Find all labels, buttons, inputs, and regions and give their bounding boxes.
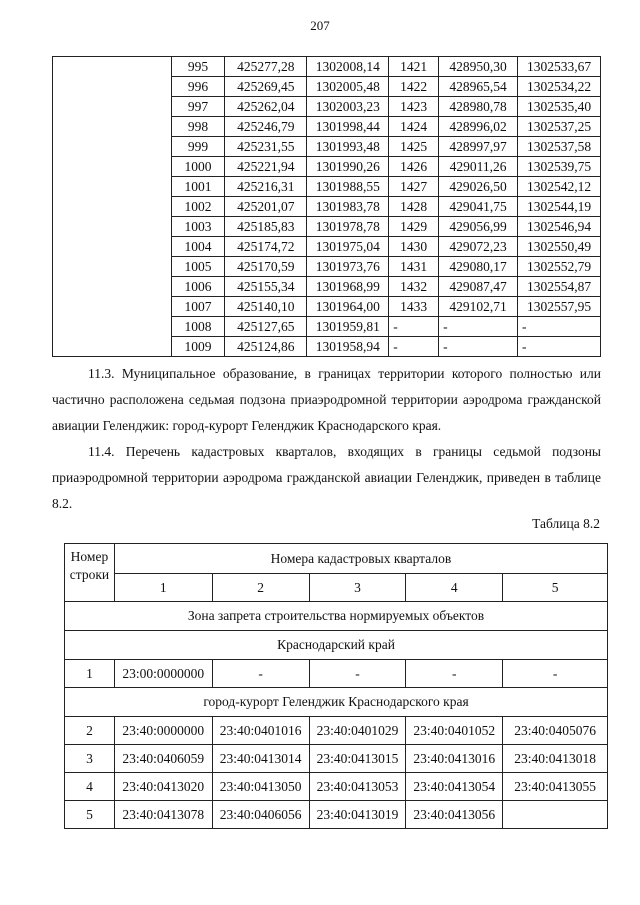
section-region: Краснодарский край	[65, 631, 608, 660]
coordinates-cell: 1422	[389, 77, 439, 97]
coordinates-cell: 1302534,22	[518, 77, 601, 97]
coordinates-cell: 429087,47	[439, 277, 518, 297]
coordinates-cell: -	[518, 317, 601, 337]
coordinates-cell: 425185,83	[225, 217, 307, 237]
cadastral-quarters-table	[64, 543, 608, 829]
coordinates-cell: 1301973,76	[307, 257, 389, 277]
row-number-cell: 5	[65, 801, 115, 829]
coordinates-cell: 1302533,67	[518, 57, 601, 77]
coordinates-cell: 425277,28	[225, 57, 307, 77]
coordinates-cell: 1302546,94	[518, 217, 601, 237]
city-row	[65, 801, 608, 829]
coordinates-cell: 1302005,48	[307, 77, 389, 97]
coordinates-cell: 425127,65	[225, 317, 307, 337]
cadastral-number-cell: -	[406, 660, 503, 688]
cadastral-number-cell: 23:40:0413056	[406, 801, 503, 829]
cadastral-number-cell: 23:40:0413078	[114, 801, 212, 829]
coordinates-cell: 1301988,55	[307, 177, 389, 197]
row-number-cell: 4	[65, 773, 115, 801]
cadastral-number-cell: 23:40:0413020	[114, 773, 212, 801]
coordinates-cell: 429072,23	[439, 237, 518, 257]
coordinates-row	[53, 57, 601, 77]
coordinates-cell: -	[518, 337, 601, 357]
coordinates-cell: 428996,02	[439, 117, 518, 137]
coordinates-cell: 428980,78	[439, 97, 518, 117]
cadastral-number-cell	[503, 801, 608, 829]
coordinates-cell: 425124,86	[225, 337, 307, 357]
coordinates-cell: 1301998,44	[307, 117, 389, 137]
column-numbers-row	[65, 574, 608, 602]
coordinates-cell: 1301958,94	[307, 337, 389, 357]
coordinates-cell: 429041,75	[439, 197, 518, 217]
coordinates-cell: 1302542,12	[518, 177, 601, 197]
cadastral-number-cell: -	[503, 660, 608, 688]
coordinates-cell: 1431	[389, 257, 439, 277]
city-row	[65, 745, 608, 773]
coordinates-blank-cell	[53, 57, 172, 357]
cadastral-number-cell: 23:40:0413050	[212, 773, 309, 801]
cadastral-number-cell: 23:40:0413055	[503, 773, 608, 801]
cadastral-number-cell: 23:40:0401029	[309, 717, 406, 745]
row-number-header: Номер строки	[65, 544, 115, 602]
city-row	[65, 773, 608, 801]
column-number-cell: 1	[114, 574, 212, 602]
coordinates-cell: 998	[171, 117, 225, 137]
column-number-cell: 3	[309, 574, 406, 602]
coordinates-cell: 1421	[389, 57, 439, 77]
coordinates-cell: 996	[171, 77, 225, 97]
coordinates-cell: 428950,30	[439, 57, 518, 77]
coordinates-cell: 1302557,95	[518, 297, 601, 317]
coordinates-cell: -	[389, 317, 439, 337]
coordinates-cell: 1302539,75	[518, 157, 601, 177]
coordinates-cell: 999	[171, 137, 225, 157]
coordinates-cell: 1302544,19	[518, 197, 601, 217]
coordinates-cell: 425269,45	[225, 77, 307, 97]
coordinates-cell: 1427	[389, 177, 439, 197]
coordinates-cell: 1003	[171, 217, 225, 237]
coordinates-cell: 1302537,58	[518, 137, 601, 157]
coordinates-cell: 1004	[171, 237, 225, 257]
coordinates-cell: 1429	[389, 217, 439, 237]
region-row	[65, 660, 608, 688]
paragraph-11-4: 11.4. Перечень кадастровых кварталов, входящих в границы седьмой подзоны приаэродромной территории аэродрома гражданской авиации Геленджик, приведен в таблице 8.2.	[52, 444, 601, 511]
cadastral-number-cell: 23:40:0413014	[212, 745, 309, 773]
cadastral-number-cell: 23:40:0413054	[406, 773, 503, 801]
cadastral-number-cell: 23:40:0406059	[114, 745, 212, 773]
coordinates-cell: -	[439, 337, 518, 357]
row-number-cell: 1	[65, 660, 115, 688]
coordinates-cell: 425221,94	[225, 157, 307, 177]
coordinates-cell: 1007	[171, 297, 225, 317]
coordinates-cell: 1008	[171, 317, 225, 337]
coordinates-cell: 425216,31	[225, 177, 307, 197]
cadastral-number-cell: 23:00:0000000	[114, 660, 212, 688]
cadastral-number-cell: 23:40:0413018	[503, 745, 608, 773]
coordinates-cell: 1301978,78	[307, 217, 389, 237]
column-number-cell: 5	[503, 574, 608, 602]
coordinates-table	[52, 56, 601, 357]
coordinates-cell: 429026,50	[439, 177, 518, 197]
coordinates-cell: 1302550,49	[518, 237, 601, 257]
cadastral-number-cell: -	[309, 660, 406, 688]
cadastral-numbers-header: Номера кадастровых кварталов	[114, 544, 607, 574]
coordinates-cell: 1426	[389, 157, 439, 177]
coordinates-cell: 1302003,23	[307, 97, 389, 117]
coordinates-cell: 425201,07	[225, 197, 307, 217]
coordinates-cell: 425262,04	[225, 97, 307, 117]
coordinates-cell: 1301975,04	[307, 237, 389, 257]
paragraph-11-3: 11.3. Муниципальное образование, в границах территории которого полностью или частично расположена седьмая подзона приаэродромной территории аэродрома гражданской авиации Геленджик: город-курорт Геленджик Краснодарского края.	[52, 366, 601, 433]
coordinates-cell: 1302554,87	[518, 277, 601, 297]
cadastral-number-cell: 23:40:0405076	[503, 717, 608, 745]
coordinates-cell: 1302552,79	[518, 257, 601, 277]
coordinates-cell: 1302535,40	[518, 97, 601, 117]
coordinates-cell: 995	[171, 57, 225, 77]
coordinates-cell: 428965,54	[439, 77, 518, 97]
coordinates-cell: 1302537,25	[518, 117, 601, 137]
coordinates-cell: 1001	[171, 177, 225, 197]
section-city: город-курорт Геленджик Краснодарского края	[65, 688, 608, 717]
coordinates-cell: -	[389, 337, 439, 357]
coordinates-cell: -	[439, 317, 518, 337]
coordinates-cell: 425155,34	[225, 277, 307, 297]
coordinates-cell: 1428	[389, 197, 439, 217]
table-caption: Таблица 8.2	[532, 516, 600, 531]
coordinates-cell: 997	[171, 97, 225, 117]
cadastral-number-cell: 23:40:0401052	[406, 717, 503, 745]
coordinates-cell: 1009	[171, 337, 225, 357]
column-number-cell: 2	[212, 574, 309, 602]
coordinates-cell: 1430	[389, 237, 439, 257]
cadastral-number-cell: 23:40:0413053	[309, 773, 406, 801]
section-zone: Зона запрета строительства нормируемых объектов	[65, 602, 608, 631]
coordinates-cell: 1301968,99	[307, 277, 389, 297]
coordinates-cell: 425170,59	[225, 257, 307, 277]
cadastral-number-cell: 23:40:0401016	[212, 717, 309, 745]
coordinates-cell: 1301983,78	[307, 197, 389, 217]
coordinates-cell: 1424	[389, 117, 439, 137]
coordinates-cell: 429080,17	[439, 257, 518, 277]
cadastral-number-cell: 23:40:0000000	[114, 717, 212, 745]
coordinates-cell: 425174,72	[225, 237, 307, 257]
cadastral-number-cell: 23:40:0413016	[406, 745, 503, 773]
coordinates-cell: 1002	[171, 197, 225, 217]
cadastral-number-cell: 23:40:0406056	[212, 801, 309, 829]
coordinates-cell: 1432	[389, 277, 439, 297]
coordinates-cell: 429056,99	[439, 217, 518, 237]
coordinates-cell: 1301964,00	[307, 297, 389, 317]
coordinates-cell: 1301959,81	[307, 317, 389, 337]
coordinates-cell: 1301990,26	[307, 157, 389, 177]
coordinates-cell: 425140,10	[225, 297, 307, 317]
coordinates-cell: 429011,26	[439, 157, 518, 177]
cadastral-number-cell: 23:40:0413015	[309, 745, 406, 773]
cadastral-number-cell: 23:40:0413019	[309, 801, 406, 829]
coordinates-cell: 425231,55	[225, 137, 307, 157]
coordinates-cell: 1000	[171, 157, 225, 177]
coordinates-cell: 429102,71	[439, 297, 518, 317]
city-row	[65, 717, 608, 745]
coordinates-cell: 428997,97	[439, 137, 518, 157]
coordinates-cell: 1005	[171, 257, 225, 277]
coordinates-cell: 425246,79	[225, 117, 307, 137]
coordinates-cell: 1433	[389, 297, 439, 317]
coordinates-cell: 1302008,14	[307, 57, 389, 77]
row-number-cell: 2	[65, 717, 115, 745]
coordinates-cell: 1423	[389, 97, 439, 117]
cadastral-number-cell: -	[212, 660, 309, 688]
row-number-cell: 3	[65, 745, 115, 773]
coordinates-cell: 1006	[171, 277, 225, 297]
coordinates-cell: 1301993,48	[307, 137, 389, 157]
coordinates-cell: 1425	[389, 137, 439, 157]
column-number-cell: 4	[406, 574, 503, 602]
page-number: 207	[310, 18, 330, 33]
